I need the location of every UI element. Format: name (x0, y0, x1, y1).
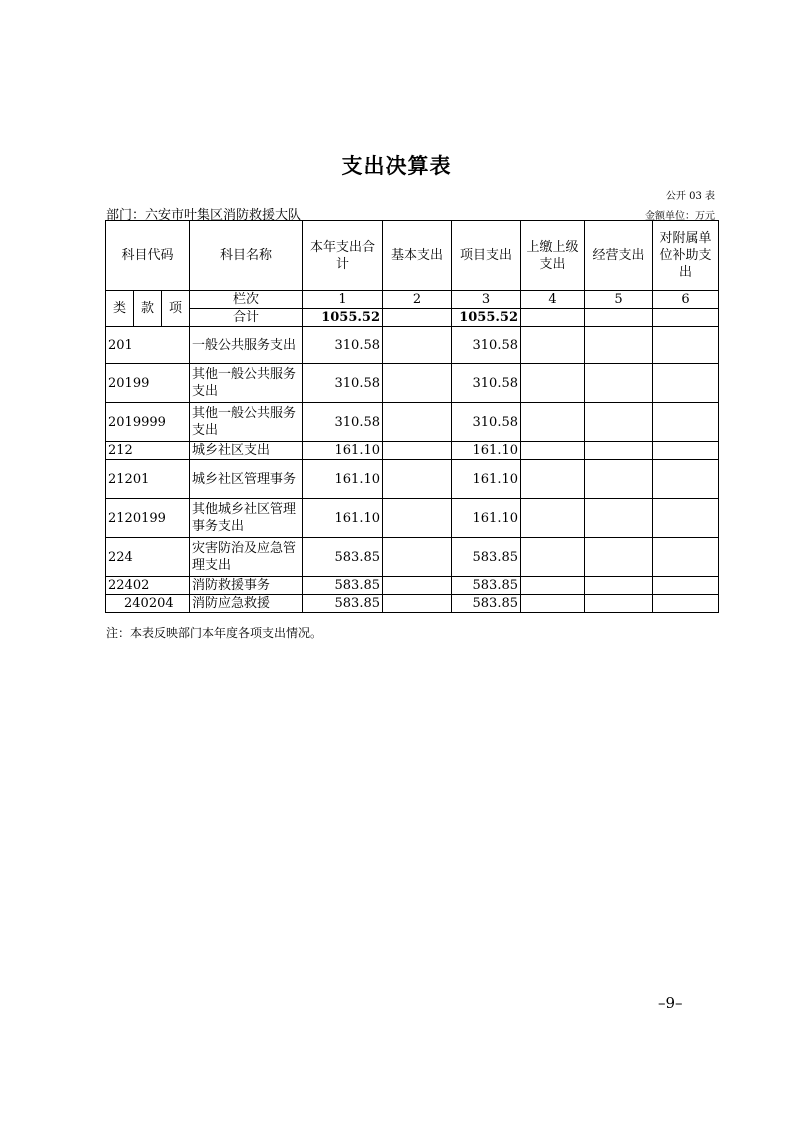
row-total-amount: 583.85 (303, 577, 383, 595)
row-business-amount (585, 327, 653, 364)
row-subject-name: 其他城乡社区管理事务支出 (190, 499, 303, 538)
row-upper-amount (521, 403, 585, 442)
row-upper-amount (521, 460, 585, 499)
row-business-amount (585, 538, 653, 577)
expenditure-table (105, 220, 719, 613)
row-total-amount: 161.10 (303, 499, 383, 538)
row-upper-amount (521, 577, 585, 595)
column-order-row (106, 291, 719, 309)
row-business-amount (585, 499, 653, 538)
header-basic: 基本支出 (383, 221, 452, 291)
column-number: 4 (521, 291, 585, 309)
row-total-amount: 583.85 (303, 595, 383, 613)
row-business-amount (585, 403, 653, 442)
row-project-amount: 161.10 (452, 442, 521, 460)
row-business-amount (585, 595, 653, 613)
row-subject-name: 一般公共服务支出 (190, 327, 303, 364)
table-row (106, 403, 719, 442)
row-subject-code: 2120199 (106, 499, 190, 538)
row-subject-code: 201 (106, 327, 190, 364)
row-total-amount: 161.10 (303, 442, 383, 460)
row-business-amount (585, 364, 653, 403)
row-subject-code: 2019999 (106, 403, 190, 442)
table-number: 公开 03 表 (665, 191, 715, 202)
row-subsidy-amount (653, 442, 719, 460)
row-total-amount: 310.58 (303, 364, 383, 403)
row-project-amount: 161.10 (452, 460, 521, 499)
row-project-amount: 583.85 (452, 595, 521, 613)
row-subject-code: 22402 (106, 577, 190, 595)
header-business: 经营支出 (585, 221, 653, 291)
table-row (106, 499, 719, 538)
row-project-amount: 583.85 (452, 577, 521, 595)
column-number: 5 (585, 291, 653, 309)
header-subject-name: 科目名称 (190, 221, 303, 291)
row-subject-code: 224 (106, 538, 190, 577)
header-kuan: 款 (134, 291, 162, 327)
header-lei: 类 (106, 291, 134, 327)
row-total-amount: 310.58 (303, 327, 383, 364)
footnote: 注：本表反映部门本年度各项支出情况。 (106, 626, 323, 640)
column-number: 3 (452, 291, 521, 309)
row-subject-name: 城乡社区支出 (190, 442, 303, 460)
header-subject-code: 科目代码 (106, 221, 190, 291)
row-subject-name: 其他一般公共服务支出 (190, 403, 303, 442)
row-subsidy-amount (653, 403, 719, 442)
row-total-amount: 161.10 (303, 460, 383, 499)
table-row (106, 595, 719, 613)
row-total-amount: 310.58 (303, 403, 383, 442)
table-row (106, 577, 719, 595)
row-total-amount: 583.85 (303, 538, 383, 577)
row-subsidy-amount (653, 499, 719, 538)
total-label: 合计 (190, 309, 303, 327)
row-basic-amount (383, 327, 452, 364)
total-upper (521, 309, 585, 327)
total-project: 1055.52 (452, 309, 521, 327)
row-subsidy-amount (653, 577, 719, 595)
row-subsidy-amount (653, 538, 719, 577)
header-row (106, 221, 719, 291)
header-column-order: 栏次 (190, 291, 303, 309)
row-project-amount: 310.58 (452, 327, 521, 364)
row-basic-amount (383, 460, 452, 499)
header-project: 项目支出 (452, 221, 521, 291)
row-upper-amount (521, 364, 585, 403)
row-upper-amount (521, 327, 585, 364)
row-subject-name: 灾害防治及应急管理支出 (190, 538, 303, 577)
table-row (106, 460, 719, 499)
header-subsidy: 对附属单位补助支出 (653, 221, 719, 291)
row-subsidy-amount (653, 460, 719, 499)
row-subject-code: 21201 (106, 460, 190, 499)
row-basic-amount (383, 499, 452, 538)
row-basic-amount (383, 403, 452, 442)
row-subject-code: 240204 (106, 595, 190, 613)
column-number: 2 (383, 291, 452, 309)
header-upper: 上缴上级支出 (521, 221, 585, 291)
row-subject-code: 212 (106, 442, 190, 460)
row-subject-name: 其他一般公共服务支出 (190, 364, 303, 403)
header-xiang: 项 (162, 291, 190, 327)
row-upper-amount (521, 595, 585, 613)
row-upper-amount (521, 442, 585, 460)
row-upper-amount (521, 538, 585, 577)
row-subject-name: 消防救援事务 (190, 577, 303, 595)
amount-unit: 金额单位：万元 (645, 211, 715, 222)
page-title: 支出决算表 (341, 154, 452, 178)
total-basic (383, 309, 452, 327)
total-business (585, 309, 653, 327)
total-subsidy (653, 309, 719, 327)
row-basic-amount (383, 364, 452, 403)
row-subject-code: 20199 (106, 364, 190, 403)
row-subsidy-amount (653, 595, 719, 613)
header-total: 本年支出合计 (303, 221, 383, 291)
row-basic-amount (383, 442, 452, 460)
table-row (106, 327, 719, 364)
row-project-amount: 310.58 (452, 364, 521, 403)
row-business-amount (585, 577, 653, 595)
table-row (106, 442, 719, 460)
column-number: 1 (303, 291, 383, 309)
row-subsidy-amount (653, 364, 719, 403)
row-basic-amount (383, 577, 452, 595)
column-number: 6 (653, 291, 719, 309)
department-label: 部门：六安市叶集区消防救援大队 (106, 208, 302, 223)
total-row (106, 309, 719, 327)
row-project-amount: 310.58 (452, 403, 521, 442)
row-subject-name: 消防应急救援 (190, 595, 303, 613)
row-basic-amount (383, 595, 452, 613)
row-project-amount: 583.85 (452, 538, 521, 577)
row-business-amount (585, 442, 653, 460)
row-subsidy-amount (653, 327, 719, 364)
row-subject-name: 城乡社区管理事务 (190, 460, 303, 499)
table-row (106, 538, 719, 577)
table-row (106, 364, 719, 403)
row-business-amount (585, 460, 653, 499)
row-basic-amount (383, 538, 452, 577)
page-number: –9– (658, 994, 683, 1012)
row-project-amount: 161.10 (452, 499, 521, 538)
total-amount: 1055.52 (303, 309, 383, 327)
row-upper-amount (521, 499, 585, 538)
